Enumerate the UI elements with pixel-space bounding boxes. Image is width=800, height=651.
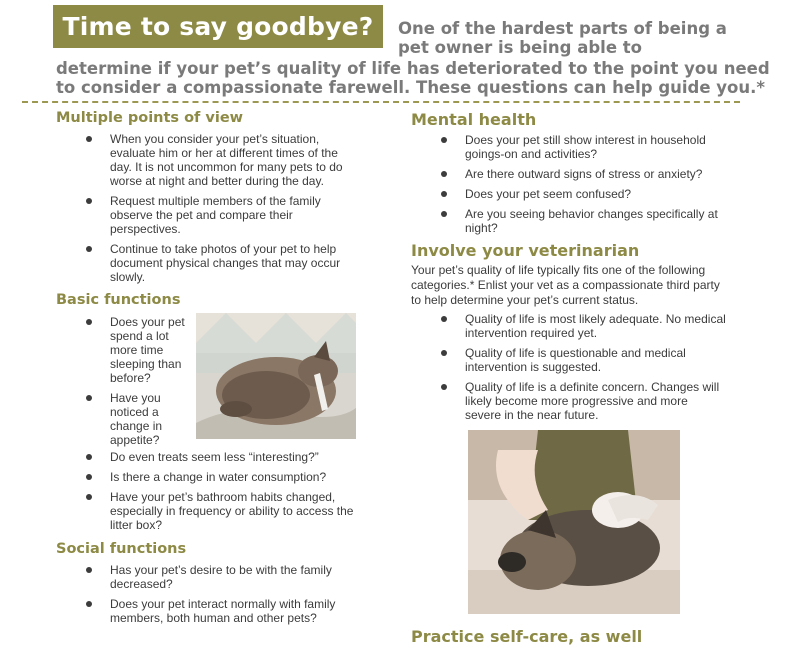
- bullet-icon: [441, 191, 447, 197]
- sleeping-dog-photo: [196, 313, 356, 439]
- bullet-icon: [441, 171, 447, 177]
- list-item: Quality of life is questionable and medical intervention is suggested.: [441, 346, 726, 374]
- list-item: Are there outward signs of stress or anxiety?: [441, 167, 726, 181]
- list-item: Does your pet interact normally with family members, both human and other pets?: [86, 597, 358, 625]
- intro-line-2: pet owner is being able to: [398, 38, 642, 57]
- bullet-icon: [86, 567, 92, 573]
- list-item: Is there a change in water consumption?: [86, 470, 358, 484]
- list-item: Has your pet’s desire to be with the family decreased?: [86, 563, 358, 591]
- heading-multiple-points: Multiple points of view: [56, 110, 244, 126]
- bullet-icon: [441, 350, 447, 356]
- multiple-points-list: [86, 132, 358, 290]
- veterinarian-list: [441, 312, 726, 428]
- bullet-icon: [441, 384, 447, 390]
- list-item: Do even treats seem less “interesting?”: [86, 450, 358, 464]
- page-title: Time to say goodbye?: [53, 5, 383, 48]
- bullet-icon: [86, 474, 92, 480]
- list-item: Quality of life is most likely adequate. No medical intervention required yet.: [441, 312, 726, 340]
- social-functions-list: [86, 563, 358, 631]
- bullet-icon: [441, 316, 447, 322]
- heading-practice-self-care: Practice self-care, as well: [411, 627, 643, 646]
- bullet-icon: [441, 137, 447, 143]
- list-item: Does your pet seem confused?: [441, 187, 726, 201]
- vet-with-dog-photo: [468, 430, 680, 614]
- bullet-icon: [86, 494, 92, 500]
- list-item: Have your pet’s bathroom habits changed, especially in frequency or ability to access the litter box?: [86, 490, 358, 532]
- dashed-divider: [22, 101, 740, 103]
- intro-line-4: to consider a compassionate farewell. These questions can help guide you.*: [56, 78, 766, 97]
- bullet-icon: [86, 601, 92, 607]
- bullet-icon: [441, 211, 447, 217]
- bullet-icon: [86, 136, 92, 142]
- list-item: Continue to take photos of your pet to help document physical changes that may occur slowly.: [86, 242, 358, 284]
- heading-involve-veterinarian: Involve your veterinarian: [411, 241, 640, 260]
- mental-health-list: [441, 133, 726, 241]
- heading-basic-functions: Basic functions: [56, 292, 181, 308]
- list-item: Are you seeing behavior changes specifically at night?: [441, 207, 726, 235]
- bullet-icon: [86, 246, 92, 252]
- bullet-icon: [86, 454, 92, 460]
- list-item: Does your pet still show interest in household goings-on and activities?: [441, 133, 726, 161]
- list-item: Quality of life is a definite concern. Changes will likely become more progressive and more severe in the near future.: [441, 380, 726, 422]
- bullet-icon: [86, 319, 92, 325]
- list-item: Does your pet spend a lot more time sleeping than before?: [86, 315, 190, 385]
- intro-line-3: determine if your pet’s quality of life has deteriorated to the point you need: [56, 59, 770, 78]
- basic-functions-list: [86, 450, 358, 538]
- basic-functions-list-narrow: [86, 315, 190, 453]
- list-item: Have you noticed a change in appetite?: [86, 391, 190, 447]
- bullet-icon: [86, 198, 92, 204]
- list-item: When you consider your pet’s situation, evaluate him or her at different times of the day. It is not uncommon for many pets to do worse at night and better during the day.: [86, 132, 358, 188]
- intro-line-1: One of the hardest parts of being a: [398, 19, 727, 38]
- heading-mental-health: Mental health: [411, 110, 537, 129]
- heading-social-functions: Social functions: [56, 541, 187, 557]
- list-item: Request multiple members of the family observe the pet and compare their perspectives.: [86, 194, 358, 236]
- veterinarian-paragraph: Your pet’s quality of life typically fits one of the following categories.* Enlist your vet as a compassionate third party to help determine your pet’s current status.: [411, 263, 720, 307]
- bullet-icon: [86, 395, 92, 401]
